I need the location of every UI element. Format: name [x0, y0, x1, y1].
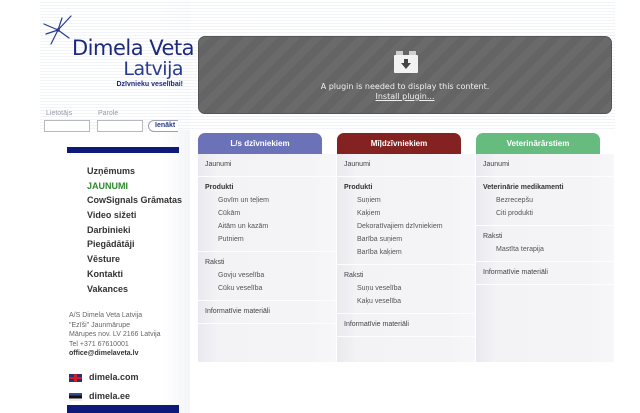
- menu-item[interactable]: Dekoratīvajiem dzīvniekiem: [357, 223, 443, 230]
- menu-item[interactable]: Cūku veselība: [218, 285, 263, 292]
- menu-item[interactable]: Suņiem: [357, 197, 381, 204]
- password-label: Parole: [98, 110, 119, 117]
- uk-flag-icon: [69, 374, 82, 382]
- nav-item[interactable]: Vēsture: [87, 254, 121, 265]
- menu-section: [198, 301, 336, 324]
- plugin-download-icon: [393, 51, 419, 73]
- phone-number: Tel +371 67610001: [69, 340, 129, 348]
- menu-item[interactable]: Barība suņiem: [357, 236, 403, 243]
- menu-item[interactable]: Bezrecepšu: [496, 197, 533, 204]
- menu-item[interactable]: Putniem: [218, 236, 244, 243]
- address-line: A/S Dimela Veta Latvija: [69, 312, 143, 319]
- tab-pets[interactable]: Mīļdzīvniekiem: [337, 133, 461, 154]
- nav-item[interactable]: Uzņēmums: [87, 166, 136, 176]
- menu-section: [337, 314, 475, 337]
- plugin-placeholder[interactable]: [198, 36, 612, 114]
- menu-section: [198, 252, 336, 301]
- menu-item[interactable]: Aitām un kazām: [218, 223, 269, 230]
- logo[interactable]: [42, 14, 195, 94]
- menu-section-title[interactable]: Jaunumi: [483, 161, 510, 168]
- nav-bottom-divider: [67, 405, 179, 413]
- menu-section-title[interactable]: Informatīvie materiāli: [483, 269, 548, 276]
- column-livestock: [198, 133, 336, 362]
- address-line: Mārupes nov. LV 2166 Latvija: [69, 331, 161, 338]
- menu-section-title[interactable]: Raksti: [205, 259, 225, 266]
- menu-section-title[interactable]: Informatīvie materiāli: [205, 308, 270, 315]
- address-line: "Ezīši" Jaunmārupe: [69, 321, 130, 329]
- menu-item[interactable]: Suņu veselība: [357, 285, 402, 292]
- menu-section: [476, 226, 614, 262]
- column-panel: [476, 154, 614, 362]
- menu-item[interactable]: Mastīta terapija: [496, 246, 544, 253]
- menu-section-title[interactable]: Raksti: [344, 272, 364, 279]
- menu-section: [476, 262, 614, 285]
- menu-section-title[interactable]: Raksti: [483, 233, 503, 240]
- company-address: [69, 311, 161, 359]
- email-link[interactable]: office@dimelaveta.lv: [69, 350, 139, 357]
- menu-section: [337, 265, 475, 314]
- menu-section-title[interactable]: Produkti: [205, 184, 234, 191]
- menu-section: [337, 177, 475, 265]
- nav-item[interactable]: Darbinieki: [87, 224, 131, 235]
- logo-title: Dimela Veta: [72, 36, 195, 60]
- nav-top-divider: [67, 147, 179, 153]
- tab-livestock[interactable]: L/s dzīvniekiem: [198, 133, 322, 154]
- password-input[interactable]: [97, 120, 143, 132]
- plugin-message: A plugin is needed to display this content.: [320, 82, 490, 91]
- menu-item[interactable]: Kaķiem: [357, 210, 381, 217]
- language-link-ee[interactable]: [69, 391, 130, 401]
- nav-item[interactable]: Video sižeti: [87, 210, 137, 221]
- menu-section-title[interactable]: Produkti: [344, 184, 373, 191]
- language-link-com[interactable]: [69, 372, 139, 382]
- column-panel: [198, 154, 336, 362]
- menu-section-title[interactable]: Veterinārie medikamenti: [483, 184, 564, 191]
- menu-item[interactable]: Govju veselība: [218, 272, 265, 279]
- menu-item[interactable]: Barība kaķiem: [357, 249, 402, 256]
- username-label: Lietotājs: [46, 110, 73, 117]
- logo-slogan: Dzīvnieku veselībai!: [116, 81, 183, 88]
- nav-item[interactable]: Piegādātāji: [87, 239, 135, 250]
- menu-section: [198, 177, 336, 252]
- menu-item[interactable]: Govīm un teļiem: [218, 197, 269, 204]
- column-vets: [476, 133, 614, 362]
- nav-item[interactable]: Kontakti: [87, 268, 123, 279]
- language-link-label: dimela.ee: [89, 391, 131, 401]
- username-input[interactable]: [44, 120, 90, 132]
- menu-section: [476, 177, 614, 226]
- estonia-flag-icon: [69, 393, 82, 401]
- nav-item[interactable]: CowSignals Grāmatas: [87, 195, 183, 206]
- menu-item[interactable]: Kaķu veselība: [357, 298, 401, 305]
- menu-item[interactable]: Citi produkti: [496, 210, 533, 217]
- menu-section-title[interactable]: Jaunumi: [344, 161, 371, 168]
- nav-item[interactable]: JAUNUMI: [87, 180, 129, 191]
- logo-subtitle: Latvija: [123, 58, 183, 80]
- menu-section: [337, 154, 475, 177]
- left-navigation: [87, 164, 182, 296]
- tab-vets[interactable]: Veterinārārstiem: [476, 133, 600, 154]
- nav-item[interactable]: Vakances: [87, 283, 129, 294]
- menu-section: [198, 154, 336, 177]
- login-button[interactable]: Ienākt: [148, 120, 178, 132]
- menu-section: [476, 154, 614, 177]
- column-pets: [337, 133, 475, 362]
- language-link-label: dimela.com: [89, 372, 139, 382]
- column-panel: [337, 154, 475, 362]
- menu-section-title[interactable]: Jaunumi: [205, 161, 232, 168]
- menu-item[interactable]: Cūkām: [218, 210, 241, 217]
- menu-section-title[interactable]: Informatīvie materiāli: [344, 321, 409, 328]
- star-logo-icon: [42, 14, 74, 48]
- install-plugin-link[interactable]: Install plugin...: [375, 92, 435, 101]
